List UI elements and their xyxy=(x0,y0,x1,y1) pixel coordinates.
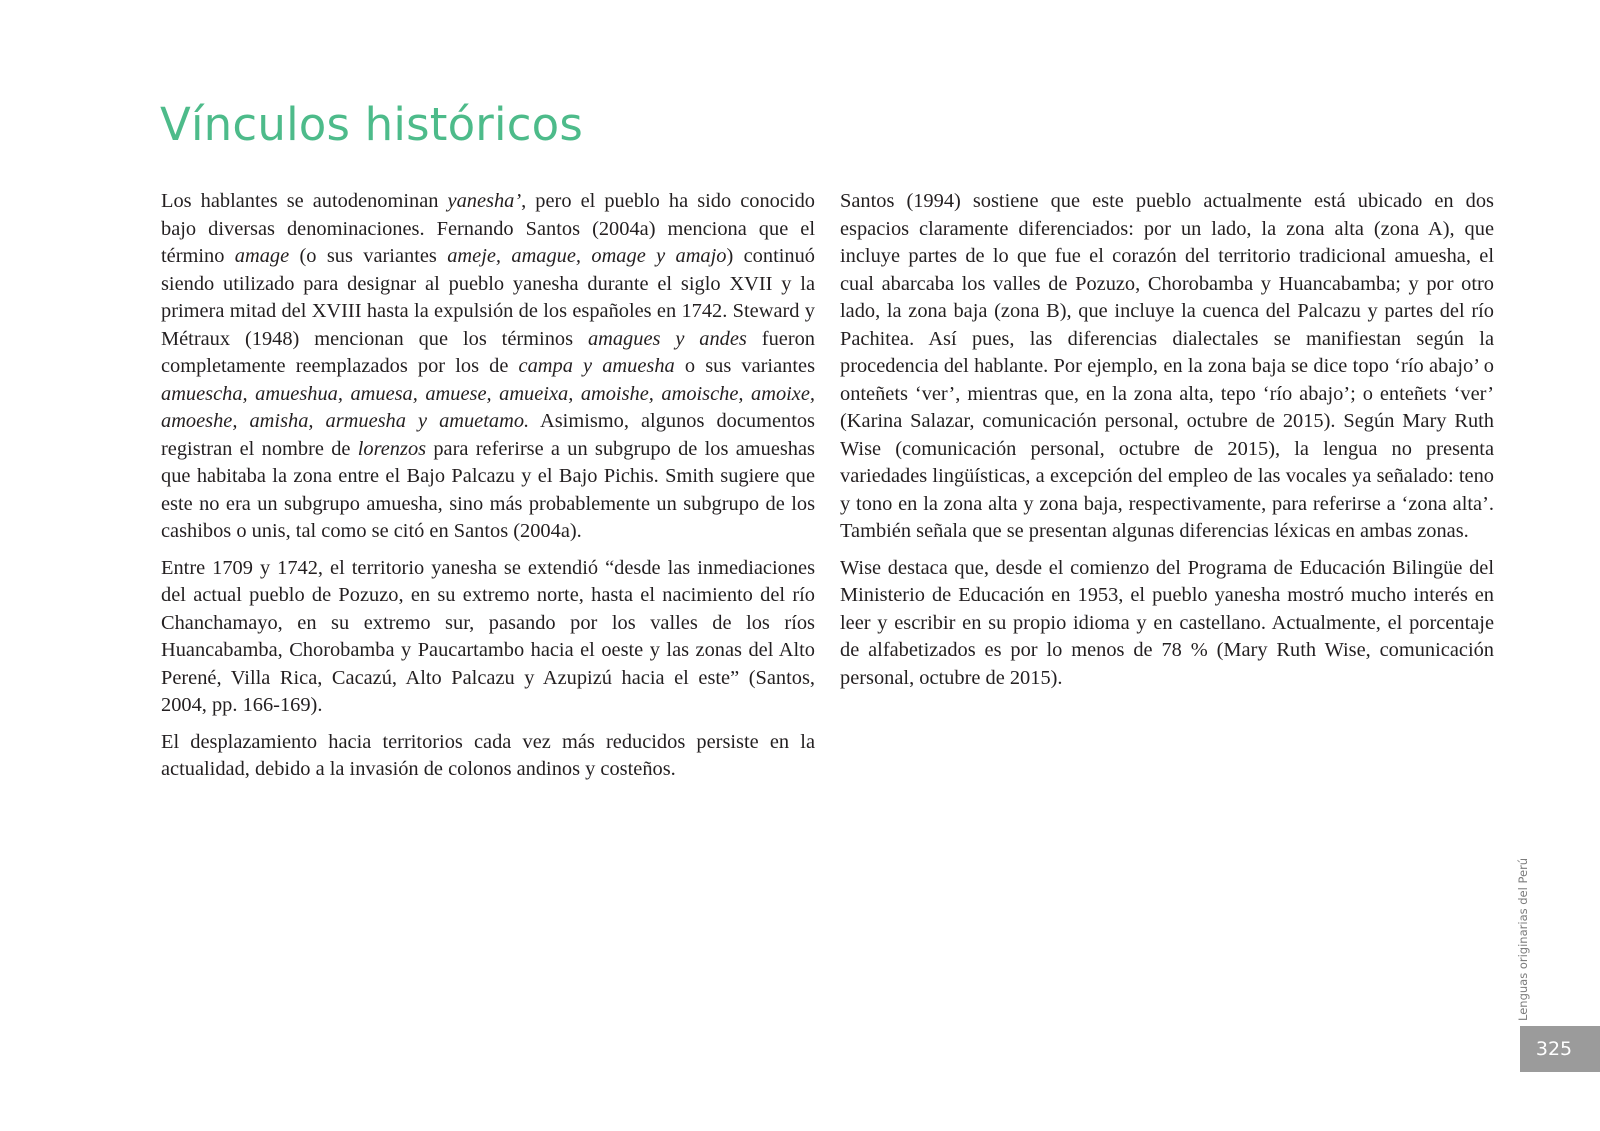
left-paragraph-3: El desplazamiento hacia territorios cada vez más reducidos persiste en la actualidad, debido a la invasión de colonos andinos y costeños. xyxy=(161,730,815,780)
right-paragraph-2: Wise destaca que, desde el comienzo del Programa de Educación Bilingüe del Ministerio de Educación en 1953, el pueblo yanesha mostró mucho interés en leer y escribir en su propio idioma y en castellano. Actualmente, el porcentaje de alfabetizados es por lo menos de 78 % (Mary Ruth Wise, comunicación personal, octubre de 2015). xyxy=(840,556,1494,689)
text-span: para referirse a un subgrupo de los amueshas que habitaba la zona entre el Bajo Palcazu y el Bajo Pichis. Smith sugiere que este no era un subgrupo amuesha, sino más probablemente un subgrupo de los cashibos o unis, tal como se citó en Santos (2004a). xyxy=(161,437,815,542)
text-span: Los hablantes se autodenominan xyxy=(161,190,448,212)
right-column xyxy=(840,188,1494,701)
italic-term: amagues y andes xyxy=(587,327,747,350)
italic-term: amage xyxy=(234,245,290,267)
left-column xyxy=(161,188,815,793)
left-paragraph-1 xyxy=(161,188,815,546)
page-title: Vínculos históricos xyxy=(160,98,584,151)
text-span: ) continuó siendo utilizado para designar al pueblo yanesha durante el siglo XVII y la primera mitad del XVIII hasta la expulsión de los españoles en 1742. Steward y Métraux (1948) mencionan que los términos xyxy=(161,245,815,350)
text-span: Asimismo, algunos documentos registran el nombre de xyxy=(161,410,815,460)
text-span: (o sus variantes xyxy=(289,245,448,267)
italic-term: amuescha, amueshua, amuesa, amuese, amueixa, amoishe, amoische, amoixe, amoeshe, amisha, armuesha y amuetamo. xyxy=(161,382,815,432)
page-number-box xyxy=(1520,1026,1600,1072)
text-span: fueron completamente reemplazados por los de xyxy=(161,327,815,377)
italic-term: lorenzos xyxy=(357,437,427,460)
page-number: 325 xyxy=(1535,1038,1573,1060)
italic-term: ameje, amague, omage y amajo xyxy=(447,245,727,267)
left-paragraph-2: Entre 1709 y 1742, el territorio yanesha se extendió “desde las inmediaciones del actual pueblo de Pozuzo, en su extremo norte, hasta el nacimiento del río Chanchamayo, en su extremo sur, pasando por los valles de los ríos Huancabamba, Chorobamba y Paucartambo hacia el oeste y las zonas del Alto Perené, Villa Rica, Cacazú, Alto Palcazu y Azupizú hacia el este” (Santos, 2004, pp. 166-169). xyxy=(161,556,815,716)
italic-term: yanesha’ xyxy=(447,190,522,212)
italic-term: campa y amuesha xyxy=(518,355,675,377)
text-span: o sus variantes xyxy=(674,355,815,377)
right-paragraph-1: Santos (1994) sostiene que este pueblo actualmente está ubicado en dos espacios claramente diferenciados: por un lado, la zona alta (zona A), que incluye partes de lo que fue el corazón del territorio tradicional amuesha, el cual abarcaba los valles de Pozuzo, Chorobamba y Huancabamba; y por otro lado, la zona baja (zona B), que incluye la cuenca del Palcazu y partes del río Pachitea. Así pues, las diferencias dialectales se manifiestan según la procedencia del hablante. Por ejemplo, en la zona baja se dice topo ‘río abajo’ o onteñets ‘ver’, mientras que, en la zona alta, tepo ‘río abajo’; o enteñets ‘ver’ (Karina Salazar, comunicación personal, octubre de 2015). Según Mary Ruth Wise (comunicación personal, octubre de 2015), la lengua no presenta variedades lingüísticas, a excepción del empleo de las vocales ya señalado: teno y tono en la zona alta y zona baja, respectivamente, para referirse a ‘zona alta’. También señala que se presentan algunas diferencias léxicas en ambas zonas. xyxy=(840,190,1494,542)
text-span: , pero el pueblo ha sido conocido bajo diversas denominaciones. Fernando Santos (2004a) menciona que el término xyxy=(161,190,815,267)
running-title: Lenguas originarias del Perú xyxy=(1516,857,1530,1021)
